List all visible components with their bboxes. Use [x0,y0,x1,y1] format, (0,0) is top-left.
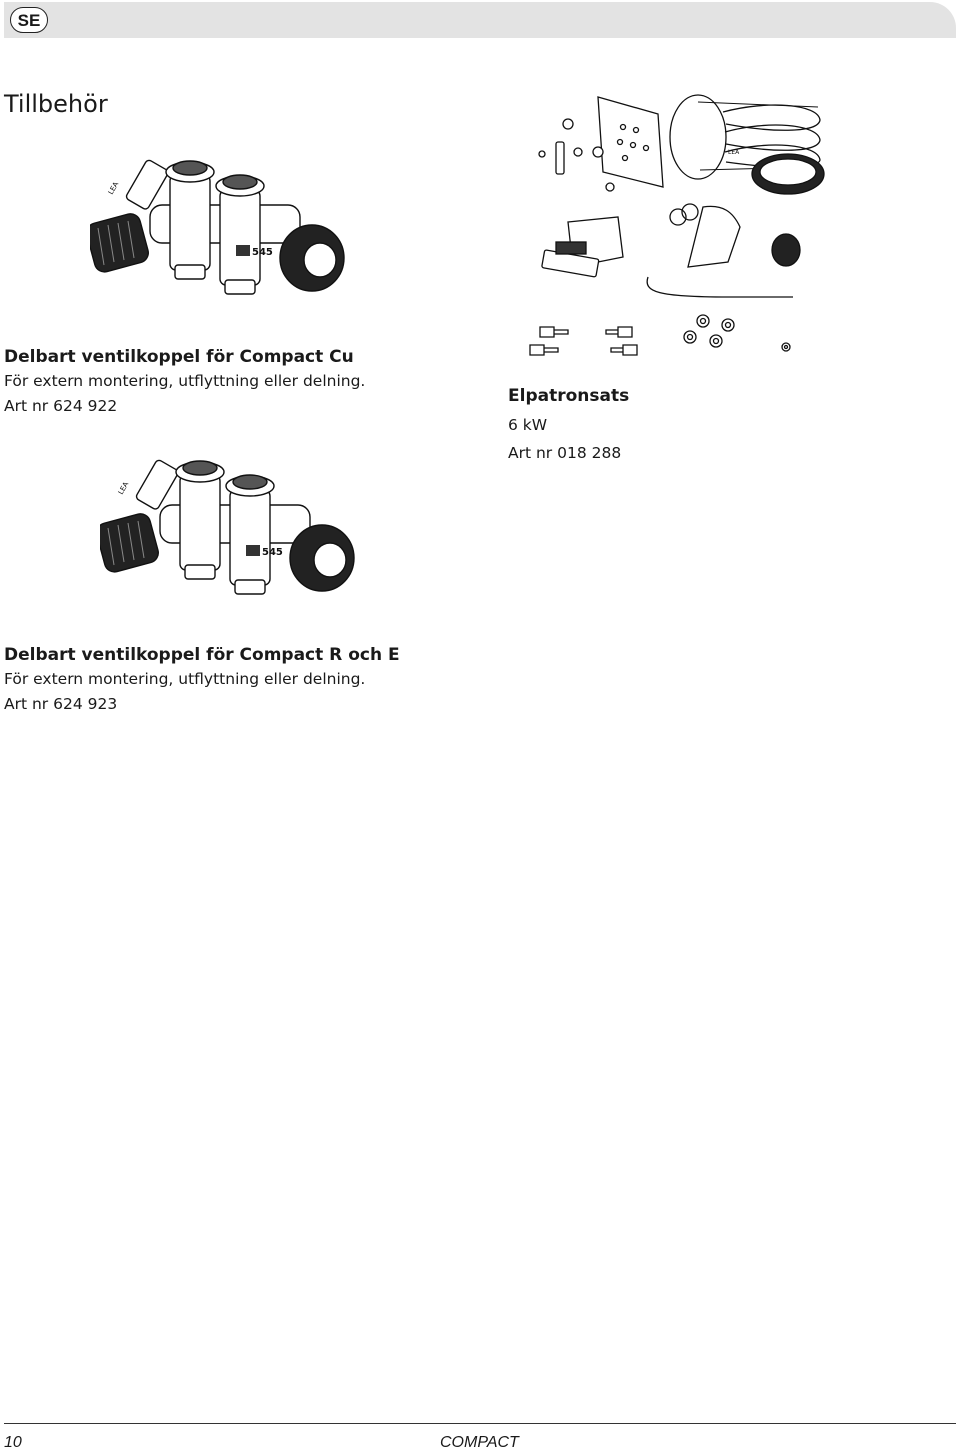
valve-coupling-cu-title: Delbart ventilkoppel för Compact Cu [4,347,354,367]
immersion-heater-kit [508,385,808,464]
footer-divider [4,1423,956,1424]
valve-coupling-r-e-desc: För extern montering, utflyttning eller delning. [4,670,366,688]
language-badge: SE [10,7,48,33]
valve-coupling-r-e [4,644,464,715]
valve-coupling-cu-desc: För extern montering, utflyttning eller delning. [4,372,366,390]
valve-model-label: 545 [262,547,283,558]
valve-brand-label: LEA [116,480,131,496]
footer-product-name: COMPACT [440,1434,519,1451]
valve-coupling-illustration-cu [90,150,350,300]
immersion-heater-kit-title: Elpatronsats [508,386,630,406]
page-number: 10 [4,1434,22,1451]
valve-coupling-r-e-title: Delbart ventilkoppel för Compact R och E [4,645,400,665]
heater-brand-label: LEA [728,149,740,156]
immersion-heater-kit-power: 6 kW [508,416,548,434]
page-title: Tillbehör [4,90,108,118]
valve-coupling-r-e-art: Art nr 624 923 [4,695,118,713]
valve-brand-label: LEA [106,180,121,196]
valve-model-label: 545 [252,247,273,258]
valve-coupling-illustration-r-e [100,450,360,600]
valve-coupling-cu-art: Art nr 624 922 [4,397,118,415]
valve-coupling-cu [4,346,424,417]
immersion-heater-kit-art: Art nr 018 288 [508,444,622,462]
header-bar [4,2,956,38]
immersion-heater-kit-illustration [528,92,828,362]
